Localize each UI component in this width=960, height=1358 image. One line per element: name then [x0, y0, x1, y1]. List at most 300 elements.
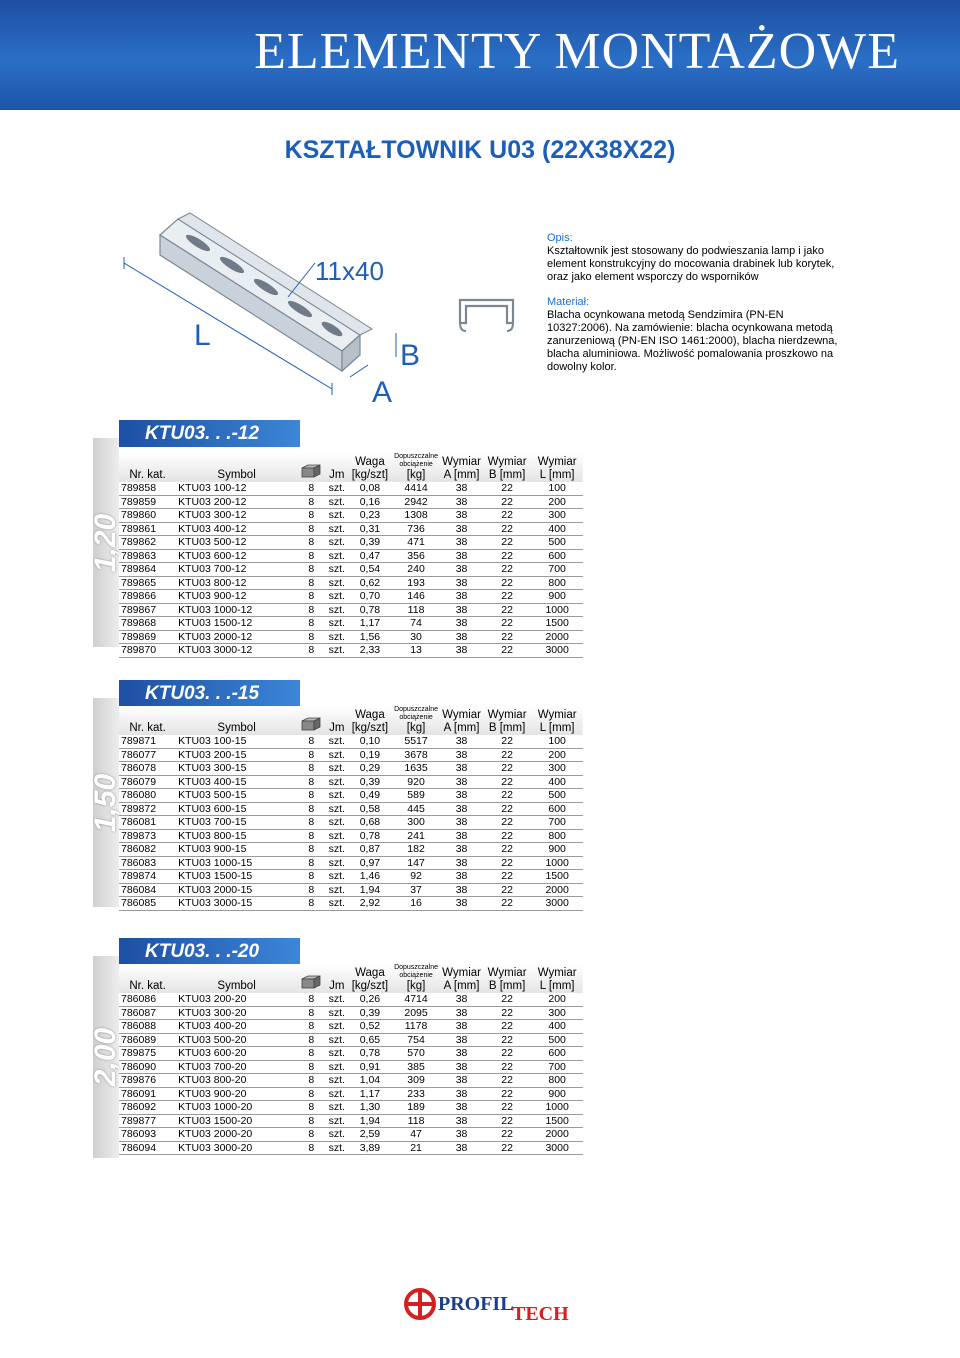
cell-dim-a: 38 [440, 522, 483, 536]
cell-dim-b: 22 [483, 1128, 531, 1142]
cell-dim-l: 900 [531, 590, 583, 604]
table-row [119, 1128, 583, 1142]
cell-dim-b: 22 [483, 1020, 531, 1034]
cell-dim-a: 38 [440, 829, 483, 843]
cell-packaging-qty: 8 [297, 1074, 326, 1088]
logo-text-tech: TECH [512, 1303, 569, 1325]
cell-cat-number: 786090 [119, 1060, 176, 1074]
cell-weight: 0,91 [348, 1060, 392, 1074]
cell-load: 118 [392, 603, 440, 617]
dimension-b-header [483, 453, 531, 482]
cell-cat-number: 786092 [119, 1101, 176, 1115]
cell-packaging-qty: 8 [297, 495, 326, 509]
symbol-header [176, 706, 297, 735]
cell-dim-a: 38 [440, 630, 483, 644]
dimension-b-header-unit: B [mm] [488, 980, 526, 992]
table-row [119, 802, 583, 816]
cell-dim-b: 22 [483, 856, 531, 870]
cell-weight: 0,23 [348, 509, 392, 523]
cell-cat-number: 789877 [119, 1114, 176, 1128]
cell-dim-b: 22 [483, 630, 531, 644]
dimension-a-header-top: Wymiar [442, 709, 481, 721]
cell-dim-a: 38 [440, 856, 483, 870]
jm-header [326, 706, 348, 735]
cell-unit: szt. [326, 762, 348, 776]
box-icon [300, 464, 322, 478]
cell-dim-a: 38 [440, 590, 483, 604]
symbol-header [176, 453, 297, 482]
cell-dim-l: 400 [531, 1020, 583, 1034]
cell-load: 589 [392, 789, 440, 803]
profiltech-logo [400, 1276, 600, 1336]
dimension-b-header-top: Wymiar [487, 456, 527, 468]
cell-packaging-qty: 8 [297, 630, 326, 644]
cell-packaging-qty: 8 [297, 617, 326, 631]
cell-load: 920 [392, 775, 440, 789]
cell-dim-a: 38 [440, 870, 483, 884]
cell-symbol: KTU03 200-15 [176, 748, 297, 762]
cell-symbol: KTU03 600-15 [176, 802, 297, 816]
nr-kat-header-label: Nr. kat. [129, 980, 166, 992]
cell-cat-number: 789859 [119, 495, 176, 509]
cell-cat-number: 789868 [119, 617, 176, 631]
cell-symbol: KTU03 400-12 [176, 522, 297, 536]
load-header [392, 706, 440, 735]
cell-cat-number: 789864 [119, 563, 176, 577]
page-title: ELEMENTY MONTAŻOWE [254, 23, 900, 80]
cell-weight: 0,39 [348, 536, 392, 550]
cell-load: 146 [392, 590, 440, 604]
dimension-l-header-top: Wymiar [537, 456, 577, 468]
cell-unit: szt. [326, 563, 348, 577]
cell-symbol: KTU03 800-12 [176, 576, 297, 590]
thickness-band [89, 956, 122, 1158]
cell-symbol: KTU03 300-20 [176, 1006, 297, 1020]
table-row [119, 1087, 583, 1101]
symbol-header [176, 964, 297, 993]
table-row [119, 509, 583, 523]
page-header [0, 0, 960, 110]
cell-weight: 0,47 [348, 549, 392, 563]
cell-packaging-qty: 8 [297, 897, 326, 911]
cell-dim-b: 22 [483, 789, 531, 803]
cell-packaging-qty: 8 [297, 829, 326, 843]
cell-dim-l: 1000 [531, 1101, 583, 1115]
table-row [119, 644, 583, 658]
cell-cat-number: 789862 [119, 536, 176, 550]
cell-dim-a: 38 [440, 617, 483, 631]
cell-dim-l: 200 [531, 993, 583, 1006]
cell-dim-a: 38 [440, 789, 483, 803]
cell-symbol: KTU03 1000-20 [176, 1101, 297, 1115]
cell-packaging-qty: 8 [297, 1060, 326, 1074]
cell-weight: 0,78 [348, 1047, 392, 1061]
cell-dim-b: 22 [483, 1060, 531, 1074]
cell-packaging-qty: 8 [297, 856, 326, 870]
cell-packaging-qty: 8 [297, 1020, 326, 1034]
nr-kat-header-label: Nr. kat. [129, 469, 166, 481]
cell-weight: 0,65 [348, 1033, 392, 1047]
cell-unit: szt. [326, 644, 348, 658]
cell-dim-b: 22 [483, 1006, 531, 1020]
cell-dim-b: 22 [483, 482, 531, 495]
table-row [119, 748, 583, 762]
dimension-b-header-top: Wymiar [487, 967, 527, 979]
dimension-a-header-top: Wymiar [442, 456, 481, 468]
cell-packaging-qty: 8 [297, 1047, 326, 1061]
table-row [119, 1033, 583, 1047]
cell-dim-a: 38 [440, 1020, 483, 1034]
cell-dim-l: 1000 [531, 856, 583, 870]
table-row [119, 603, 583, 617]
cell-unit: szt. [326, 748, 348, 762]
cell-symbol: KTU03 800-15 [176, 829, 297, 843]
table-row [119, 870, 583, 884]
cell-dim-a: 38 [440, 644, 483, 658]
cell-unit: szt. [326, 1128, 348, 1142]
cell-unit: szt. [326, 1074, 348, 1088]
box-icon [300, 717, 322, 731]
cell-cat-number: 789865 [119, 576, 176, 590]
cell-weight: 0,16 [348, 495, 392, 509]
cell-dim-l: 100 [531, 735, 583, 748]
product-table [119, 706, 583, 911]
cell-cat-number: 786089 [119, 1033, 176, 1047]
table-row [119, 1047, 583, 1061]
cell-cat-number: 786080 [119, 789, 176, 803]
load-header-unit: [kg] [406, 980, 426, 992]
cell-packaging-qty: 8 [297, 1006, 326, 1020]
dimension-a-header [440, 706, 483, 735]
cell-symbol: KTU03 300-12 [176, 509, 297, 523]
cell-symbol: KTU03 500-20 [176, 1033, 297, 1047]
cell-symbol: KTU03 600-20 [176, 1047, 297, 1061]
table-row [119, 735, 583, 748]
cell-weight: 1,04 [348, 1074, 392, 1088]
cell-load: 118 [392, 1114, 440, 1128]
load-header [392, 964, 440, 993]
cell-weight: 0,97 [348, 856, 392, 870]
cell-weight: 1,17 [348, 1087, 392, 1101]
cell-weight: 1,94 [348, 1114, 392, 1128]
cell-dim-b: 22 [483, 1141, 531, 1155]
load-header-top: Dopuszczalne [394, 453, 439, 460]
cell-dim-l: 300 [531, 762, 583, 776]
cell-symbol: KTU03 1000-12 [176, 603, 297, 617]
cell-unit: szt. [326, 1101, 348, 1115]
cell-symbol: KTU03 2000-20 [176, 1128, 297, 1142]
table-row [119, 762, 583, 776]
cell-load: 309 [392, 1074, 440, 1088]
cell-packaging-qty: 8 [297, 1141, 326, 1155]
table-row [119, 495, 583, 509]
cell-unit: szt. [326, 536, 348, 550]
cell-packaging-qty: 8 [297, 522, 326, 536]
table-block-20 [89, 938, 583, 1158]
cell-symbol: KTU03 900-12 [176, 590, 297, 604]
dimension-l-header-top: Wymiar [537, 967, 577, 979]
cell-packaging-qty: 8 [297, 993, 326, 1006]
cell-dim-b: 22 [483, 1033, 531, 1047]
cell-packaging-qty: 8 [297, 748, 326, 762]
cell-dim-a: 38 [440, 603, 483, 617]
cell-dim-b: 22 [483, 549, 531, 563]
cell-dim-l: 3000 [531, 897, 583, 911]
cell-dim-l: 2000 [531, 1128, 583, 1142]
dimension-l-header-top: Wymiar [537, 709, 577, 721]
cell-dim-l: 200 [531, 495, 583, 509]
cell-cat-number: 786093 [119, 1128, 176, 1142]
cell-load: 4414 [392, 482, 440, 495]
cell-dim-l: 300 [531, 1006, 583, 1020]
cell-dim-b: 22 [483, 1101, 531, 1115]
dimension-l-header-unit: L [mm] [539, 722, 575, 734]
cell-weight: 3,89 [348, 1141, 392, 1155]
nr-kat-header [119, 706, 176, 735]
cell-dim-l: 700 [531, 816, 583, 830]
cell-weight: 0,19 [348, 748, 392, 762]
cell-dim-a: 38 [440, 549, 483, 563]
cell-dim-l: 1000 [531, 603, 583, 617]
cell-weight: 0,39 [348, 775, 392, 789]
jm-header-label: Jm [329, 722, 345, 734]
cell-weight: 1,17 [348, 617, 392, 631]
cell-weight: 0,54 [348, 563, 392, 577]
cell-load: 233 [392, 1087, 440, 1101]
cell-symbol: KTU03 200-20 [176, 993, 297, 1006]
table-row [119, 816, 583, 830]
table-row [119, 1060, 583, 1074]
cell-dim-b: 22 [483, 870, 531, 884]
dimension-a-header-unit: A [mm] [443, 469, 480, 481]
cell-symbol: KTU03 400-15 [176, 775, 297, 789]
cell-packaging-qty: 8 [297, 1114, 326, 1128]
cell-dim-l: 600 [531, 802, 583, 816]
cell-dim-a: 38 [440, 495, 483, 509]
cell-dim-a: 38 [440, 482, 483, 495]
cell-dim-b: 22 [483, 883, 531, 897]
cell-packaging-qty: 8 [297, 509, 326, 523]
cell-weight: 0,87 [348, 843, 392, 857]
cell-packaging-qty: 8 [297, 1128, 326, 1142]
cell-dim-b: 22 [483, 603, 531, 617]
cell-symbol: KTU03 3000-12 [176, 644, 297, 658]
table-row [119, 630, 583, 644]
load-header-mid: obciążenie [399, 972, 433, 979]
weight-header-unit: [kg/szt] [351, 469, 389, 481]
cell-weight: 0,26 [348, 993, 392, 1006]
cell-weight: 0,78 [348, 603, 392, 617]
cell-dim-l: 700 [531, 563, 583, 577]
description-panel [547, 232, 847, 386]
cell-symbol: KTU03 500-15 [176, 789, 297, 803]
cell-symbol: KTU03 900-15 [176, 843, 297, 857]
cell-load: 4714 [392, 993, 440, 1006]
cell-dim-b: 22 [483, 522, 531, 536]
cell-dim-a: 38 [440, 775, 483, 789]
cell-dim-a: 38 [440, 536, 483, 550]
cell-dim-b: 22 [483, 1047, 531, 1061]
cell-dim-a: 38 [440, 1006, 483, 1020]
symbol-header-label: Symbol [217, 469, 256, 481]
dimension-b-label: B [400, 339, 421, 372]
cell-dim-l: 3000 [531, 644, 583, 658]
cell-dim-b: 22 [483, 576, 531, 590]
cell-load: 74 [392, 617, 440, 631]
dimension-a-header-unit: A [mm] [443, 980, 480, 992]
cell-dim-b: 22 [483, 1087, 531, 1101]
cell-dim-l: 600 [531, 549, 583, 563]
cell-weight: 0,70 [348, 590, 392, 604]
table-row [119, 590, 583, 604]
cell-dim-a: 38 [440, 1047, 483, 1061]
cell-cat-number: 789869 [119, 630, 176, 644]
cell-symbol: KTU03 2000-15 [176, 883, 297, 897]
cell-dim-b: 22 [483, 735, 531, 748]
cell-weight: 0,62 [348, 576, 392, 590]
cell-unit: szt. [326, 630, 348, 644]
cell-load: 471 [392, 536, 440, 550]
cell-unit: szt. [326, 789, 348, 803]
cell-dim-b: 22 [483, 509, 531, 523]
cell-dim-a: 38 [440, 509, 483, 523]
cell-weight: 1,94 [348, 883, 392, 897]
cell-unit: szt. [326, 549, 348, 563]
cell-symbol: KTU03 2000-12 [176, 630, 297, 644]
slot-size-label: 11x40 [315, 256, 384, 286]
cell-dim-l: 1500 [531, 1114, 583, 1128]
cell-symbol: KTU03 1500-15 [176, 870, 297, 884]
cell-load: 240 [392, 563, 440, 577]
cell-weight: 0,52 [348, 1020, 392, 1034]
cell-load: 1308 [392, 509, 440, 523]
cell-load: 1178 [392, 1020, 440, 1034]
cell-cat-number: 786079 [119, 775, 176, 789]
cell-symbol: KTU03 1500-20 [176, 1114, 297, 1128]
cell-packaging-qty: 8 [297, 775, 326, 789]
cell-packaging-qty: 8 [297, 1101, 326, 1115]
cell-packaging-qty: 8 [297, 590, 326, 604]
cell-symbol: KTU03 100-12 [176, 482, 297, 495]
table-row [119, 1101, 583, 1115]
table-row [119, 897, 583, 911]
cell-dim-l: 2000 [531, 630, 583, 644]
cell-dim-l: 500 [531, 536, 583, 550]
dimension-l-header-unit: L [mm] [539, 469, 575, 481]
cell-packaging-qty: 8 [297, 1087, 326, 1101]
cell-cat-number: 789860 [119, 509, 176, 523]
packaging-header [297, 706, 326, 735]
cell-unit: szt. [326, 1020, 348, 1034]
dimension-b-header [483, 706, 531, 735]
product-title: KSZTAŁTOWNIK U03 (22X38X22) [284, 136, 676, 164]
cell-symbol: KTU03 300-15 [176, 762, 297, 776]
cell-cat-number: 786084 [119, 883, 176, 897]
cell-dim-a: 38 [440, 576, 483, 590]
cell-cat-number: 789863 [119, 549, 176, 563]
cell-dim-a: 38 [440, 816, 483, 830]
cell-weight: 0,78 [348, 829, 392, 843]
cell-unit: szt. [326, 775, 348, 789]
nr-kat-header [119, 964, 176, 993]
cell-cat-number: 786078 [119, 762, 176, 776]
weight-header-top: Waga [355, 456, 385, 468]
cell-symbol: KTU03 3000-20 [176, 1141, 297, 1155]
cell-unit: szt. [326, 1114, 348, 1128]
cell-dim-b: 22 [483, 563, 531, 577]
cell-load: 182 [392, 843, 440, 857]
weight-header-unit: [kg/szt] [351, 722, 389, 734]
cell-cat-number: 786077 [119, 748, 176, 762]
box-icon [300, 975, 322, 989]
cell-dim-b: 22 [483, 748, 531, 762]
cell-dim-l: 1500 [531, 870, 583, 884]
cell-symbol: KTU03 1000-15 [176, 856, 297, 870]
cell-weight: 2,92 [348, 897, 392, 911]
cell-dim-a: 38 [440, 1087, 483, 1101]
table-row [119, 843, 583, 857]
cell-weight: 1,46 [348, 870, 392, 884]
material-heading: Materiał: [547, 296, 590, 308]
cell-dim-b: 22 [483, 762, 531, 776]
cell-dim-l: 900 [531, 1087, 583, 1101]
weight-header [348, 453, 392, 482]
cell-cat-number: 786081 [119, 816, 176, 830]
cell-dim-l: 800 [531, 1074, 583, 1088]
table-row [119, 883, 583, 897]
cell-dim-l: 500 [531, 1033, 583, 1047]
cell-cat-number: 786091 [119, 1087, 176, 1101]
table-row [119, 856, 583, 870]
load-header-top: Dopuszczalne [394, 964, 439, 971]
cell-unit: szt. [326, 735, 348, 748]
cell-cat-number: 789875 [119, 1047, 176, 1061]
cell-weight: 1,30 [348, 1101, 392, 1115]
table-row [119, 563, 583, 577]
cell-cat-number: 789870 [119, 644, 176, 658]
table-row [119, 522, 583, 536]
cell-dim-b: 22 [483, 536, 531, 550]
cell-dim-b: 22 [483, 1114, 531, 1128]
cell-dim-l: 400 [531, 775, 583, 789]
cell-dim-l: 700 [531, 1060, 583, 1074]
jm-header-label: Jm [329, 469, 345, 481]
packaging-header [297, 964, 326, 993]
cell-dim-b: 22 [483, 1074, 531, 1088]
cell-weight: 0,29 [348, 762, 392, 776]
length-label: L [194, 319, 211, 352]
cell-dim-l: 3000 [531, 1141, 583, 1155]
cell-packaging-qty: 8 [297, 603, 326, 617]
cell-unit: szt. [326, 856, 348, 870]
weight-header-top: Waga [355, 709, 385, 721]
cell-cat-number: 789867 [119, 603, 176, 617]
cell-weight: 2,59 [348, 1128, 392, 1142]
cell-dim-l: 100 [531, 482, 583, 495]
cell-unit: szt. [326, 1047, 348, 1061]
cell-packaging-qty: 8 [297, 789, 326, 803]
table-tab: KTU03. . .-20 [119, 938, 300, 965]
cell-load: 1635 [392, 762, 440, 776]
cell-load: 30 [392, 630, 440, 644]
cell-cat-number: 789872 [119, 802, 176, 816]
dimension-a-header [440, 964, 483, 993]
cell-weight: 0,49 [348, 789, 392, 803]
cell-symbol: KTU03 100-15 [176, 735, 297, 748]
thickness-label: 1,20 [89, 513, 122, 572]
cell-load: 13 [392, 644, 440, 658]
cell-unit: szt. [326, 843, 348, 857]
